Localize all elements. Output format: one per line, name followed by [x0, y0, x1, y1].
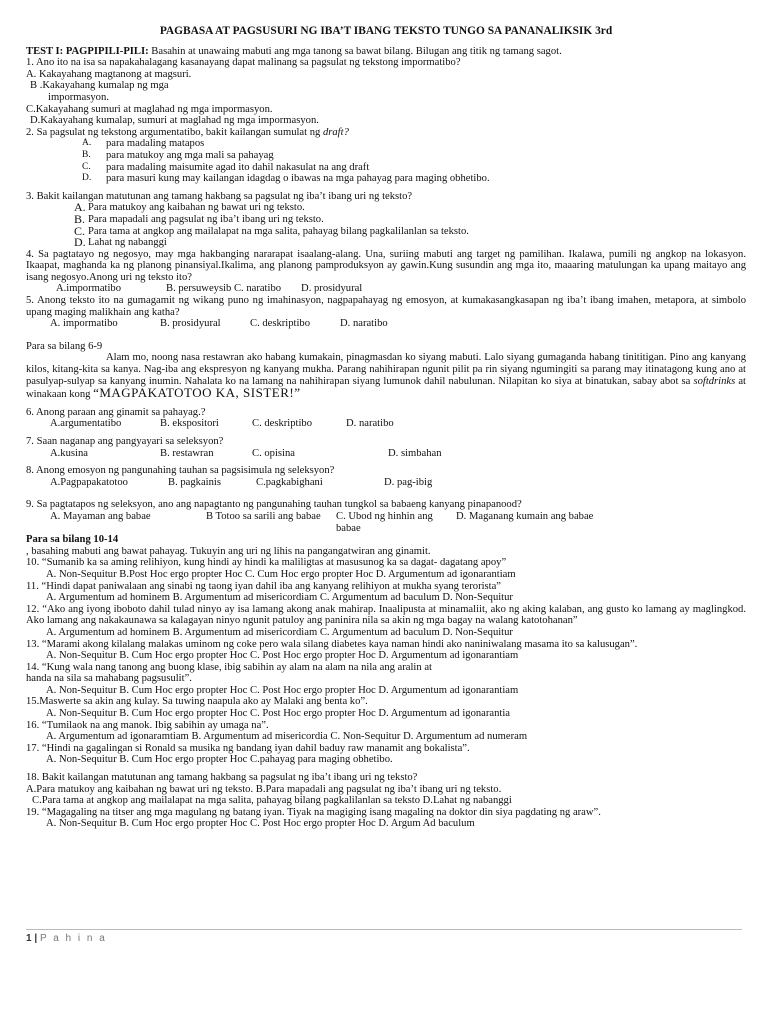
choice-line: A. Non-Sequitur B. Cum Hoc ergo propter Hoc C. Post Hoc ergo propter Hoc D. Argumentum ad igonarantia [46, 708, 510, 720]
choice-line: A. Non-Sequitur B. Cum Hoc ergo propter Hoc C. Post Hoc ergo propter Hoc D. Argumentum ad igonarantiam [46, 650, 519, 662]
choice-row: A.argumentatibo B. ekspositori C. deskriptibo D. naratibo [50, 418, 394, 430]
choice-item: C. Para tama at angkop ang mailalapat na mga salita, pahayag bilang pagkalilanlan sa teksto. [74, 223, 469, 238]
section-heading: Para sa bilang 10-14 [26, 534, 119, 546]
test-heading [26, 46, 746, 58]
choice-row: A. impormatibo B. prosidyural C. deskriptibo D. naratibo [50, 318, 388, 330]
page-footer [26, 929, 742, 945]
test-label: TEST I: PAGPIPILI-PILI: [26, 45, 149, 57]
choice-row: A. Mayaman ang babae B Totoo sa sarili ang babae C. Ubod ng hinhin ang babae D. Maganang kumain ang babae [50, 510, 594, 534]
spacer [26, 330, 746, 341]
choice-line: A.Para matukoy ang kaibahan ng bawat uri ng teksto. B.Para mapadali ang pagsulat ng iba’t ibang uri ng teksto. [26, 783, 502, 795]
page-number: 1 [26, 933, 32, 944]
document-title: PAGBASA AT PAGSUSURI NG IBA’T IBANG TEKSTO TUNGO SA PANANALIKSIK 3rd [159, 25, 613, 37]
question-text: 8. Anong emosyon ng pangunahing tauhan sa pagsisimula ng seleksyon? [26, 465, 335, 477]
choice-line: A. Non-Sequitur B. Cum Hoc ergo propter Hoc C. Post Hoc ergo propter Hoc D. Argumentum ad igonarantiam [46, 684, 519, 696]
choice-line: C.Para tama at angkop ang mailalapat na mga salita, pahayag bilang pagkalilanlan sa teksto D.Lahat ng nabanggi [32, 795, 512, 807]
choice-item: A. para madaling matapos [82, 138, 205, 150]
section-instruction: , basahing mabuti ang bawat pahayag. Tukuyin ang uri ng lihis na pangangatwiran ang ginamit. [26, 545, 431, 557]
test-instruction: Basahin at unawaing mabuti ang mga tanong sa bawat bilang. Bilugan ang titik ng tamang sagot. [151, 45, 562, 57]
choice-line: A. Argumentum ad hominem B. Argumentum ad misericordiam C. Argumentum ad baculum D. Non-Sequitur [46, 626, 513, 638]
question-text: 5. Anong teksto ito na gumagamit ng wikang puno ng imahinasyon, nagpapahayag ng emosyon, at kumakasangkasapan ng iba’t ibang imahen, metapora, at simbolo upang maging malikhain ang katha? [26, 295, 746, 318]
footer-separator: | [34, 933, 38, 944]
question-text: 2. Sa pagsulat ng tekstong argumentatibo, bakit kailangan sumulat ng draft? [26, 126, 349, 138]
choice-row: A.impormatibo B. persuweysib C. naratibo D. prosidyural [56, 283, 363, 295]
question-text: 15.Maswerte sa akin ang kulay. Sa tuwing naapula ako ay Malaki ang benta ko”. [26, 696, 368, 708]
question-text: 19. “Magagaling na titser ang mga magulang ng batang iyan. Tiyak na magiging isang magaling na doktor din siya pagdating ng araw”. [26, 806, 601, 818]
choice-item: D. para masuri kung may kailangan idagdag o ibawas na mga pahayag para maging obhetibo. [82, 173, 490, 185]
question-text: 16. “Tumilaok na ang manok. Ibig sabihin ay umaga na”. [26, 719, 269, 731]
question-text: 17. “Hindi na gagalingan si Ronald sa musika ng bandang iyan dahil baduy raw manamit ang bokalista”. [26, 742, 470, 754]
choice-item: B. para matukoy ang mga mali sa pahayag [82, 149, 274, 161]
section-heading: Para sa bilang 6-9 [26, 340, 103, 352]
choice-row: A.Pagpapakatotoo B. pagkainis C.pagkabighani D. pag-ibig [50, 476, 433, 488]
page-word: P a h i n a [39, 933, 107, 944]
question-text: 18. Bakit kailangan matutunan ang tamang hakbang sa pagsulat ng iba’t ibang uri ng teksto? [26, 772, 418, 784]
question-text: 9. Sa pagtatapos ng seleksyon, ano ang napagtanto ng pangunahing tauhan tungkol sa babaeng kanyang pinapanood? [26, 499, 522, 511]
choice-line: A. Argumentum ad hominem B. Argumentum ad misericordiam C. Argumentum ad baculum D. Non-Sequitur [46, 592, 513, 604]
reading-passage: Alam mo, noong nasa restawran ako habang kumakain, pinagmasdan ko siyang mabuti. Lalo siyang gumaganda habang tinititigan. Pino ang kanyang kilos, kitang-kita sa kanya. Nag-iba ang ekspresyon ng kanyang mukha. Parang nahihirapan ngunit pilit pa rin siyang ngumingiti sa parang may itinatagong kung ano at pasulyap-sulyap sa kanyang inumin. Nahalata ko na lamang na nahihirapan siyang lumunok dahil nabulunan. Nilapitan ko siya at binatukan, sabay abot sa softdrinks at winakaan kong “MAGPAKATOTOO KA, SISTER!” [26, 352, 746, 401]
choice-line: A. Non-Sequitur B. Cum Hoc ergo propter Hoc C.pahayag para maging obhetibo. [46, 754, 393, 766]
choice-line: A. Argumentum ad igonaramtiam B. Argumentum ad misericordia C. Non-Sequitur D. Argumentum ad numeram [46, 731, 528, 743]
question-text: 12. “Ako ang iyong iboboto dahil tulad ninyo ay isa lamang akong anak mahirap. Inaalipusta at minamaliit, ako ng aking kalaban, ang gusto ko lamang ay maglingkod. Ako lamang ang nakakaunawa sa kalagayan ninyo ngunit patuloy ang paninira nila sa akin ng mga bagay na walang katotohanan” [26, 603, 746, 627]
choice-text: impormasyon. [48, 91, 109, 103]
question-text: 14. “Kung wala nang tanong ang buong klase, ibig sabihin ay alam na alam na nila ang aralin at [26, 661, 432, 673]
choice-row: A.kusina B. restawran C. opisina D. simbahan [50, 447, 442, 459]
question-text: 6. Anong paraan ang ginamit sa pahayag.? [26, 406, 206, 418]
question-text: 13. “Marami akong kilalang malakas uminom ng coke pero wala silang diabetes kaya naman hindi ako naniniwalang masama ito sa kalusugan”. [26, 638, 638, 650]
choice-text: B .Kakayahang kumalap ng mga [30, 80, 169, 92]
question-text: 7. Saan naganap ang pangyayari sa seleksyon? [26, 436, 224, 447]
choice-item: D. Lahat ng nabanggi [74, 235, 167, 250]
question-text: 10. “Sumanib ka sa aming relihiyon, kung hindi ay hindi ka maliligtas at masusunog ka sa dagat- dagatang apoy” [26, 557, 507, 569]
choice-item: B. Para mapadali ang pagsulat ng iba’t ibang uri ng teksto. [74, 211, 324, 226]
choice-text: D.Kakayahang kumalap, sumuri at maglahad ng mga impormasyon. [30, 115, 319, 127]
question-text: 11. “Hindi dapat paniwalaan ang sinabi ng taong iyan dahil iba ang kanyang relihiyon at mukha syang terorista” [26, 580, 502, 592]
choice-text: A. Kakayahang magtanong at magsuri. [26, 68, 192, 80]
spacer [26, 488, 746, 499]
question-text: 4. Sa pagtatayo ng negosyo, may mga hakbanging nararapat isaalang-alang. Una, suriing mabuti ang target ng pamilihan. Ikalawa, pumili ng angkop na lokasyon. Ikaapat, maghanda ka ng planong pinansiyal.Ikalima, ang planong pamproduksyon ay gawin.Kung susundin ang mga ito, maaaring matulungan ka upang maitayo ang isang negosyo.Anong uri ng teksto ito? [26, 248, 746, 283]
choice-item: A. Para matukoy ang kaibahan ng bawat uri ng teksto. [74, 200, 305, 215]
choice-item: C. para madaling maisumite agad ito dahil nakasulat na ang draft [82, 161, 370, 173]
question-text: handa na sila sa mahabang pagsusulit”. [26, 673, 192, 685]
question-text: 3. Bakit kailangan matutunan ang tamang hakbang sa pagsulat ng iba’t ibang uri ng teksto? [26, 190, 413, 202]
choice-line: A. Non-Sequitur B.Post Hoc ergo propter Hoc C. Cum Hoc ergo propter Hoc D. Argumentum ad igonarantiam [46, 568, 516, 580]
question-text: 1. Ano ito na isa sa napakahalagang kasanayang dapat malinang sa pagsulat ng tekstong impormatibo? [26, 57, 461, 69]
choice-line: A. Non-Sequitur B. Cum Hoc ergo propter Hoc C. Post Hoc ergo propter Hoc D. Argum Ad baculum [46, 818, 475, 830]
choice-text: C.Kakayahang sumuri at maglahad ng mga impormasyon. [26, 103, 273, 115]
